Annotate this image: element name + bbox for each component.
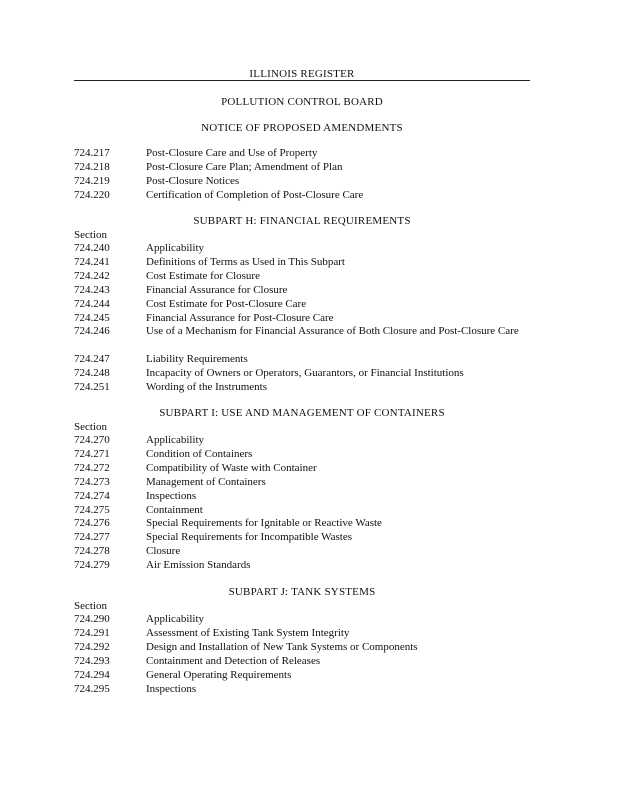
section-number: 724.218	[74, 161, 110, 173]
section-number: 724.275	[74, 504, 110, 516]
section-title: Containment	[146, 504, 203, 516]
section-number: 724.279	[74, 559, 110, 571]
subpart-i-heading: SUBPART I: USE AND MANAGEMENT OF CONTAINERS	[159, 407, 445, 419]
section-number: 724.278	[74, 545, 110, 557]
subpart-j-heading: SUBPART J: TANK SYSTEMS	[228, 586, 376, 598]
section-label: Section	[74, 600, 107, 612]
section-number: 724.240	[74, 242, 110, 254]
section-number: 724.220	[74, 189, 110, 201]
notice-title: NOTICE OF PROPOSED AMENDMENTS	[201, 122, 403, 134]
section-title: Closure	[146, 545, 181, 557]
section-number: 724.243	[74, 284, 110, 296]
section-title: Special Requirements for Incompatible Wastes	[146, 531, 353, 543]
section-title: Post-Closure Notices	[146, 175, 240, 187]
section-title: Definitions of Terms as Used in This Subpart	[146, 256, 345, 268]
section-number: 724.241	[74, 256, 110, 268]
section-number: 724.247	[74, 353, 110, 365]
section-title: Cost Estimate for Closure	[146, 270, 260, 282]
section-title: Incapacity of Owners or Operators, Guarantors, or Financial Institutions	[146, 367, 464, 379]
section-number: 724.291	[74, 627, 110, 639]
section-number: 724.276	[74, 517, 110, 529]
section-title: Inspections	[146, 683, 197, 695]
section-number: 724.246	[74, 325, 110, 337]
section-number: 724.292	[74, 641, 110, 653]
section-title: Inspections	[146, 490, 197, 502]
section-title: Applicability	[146, 613, 205, 625]
section-title: General Operating Requirements	[146, 669, 292, 681]
section-title: Applicability	[146, 434, 205, 446]
section-title: Compatibility of Waste with Container	[146, 462, 317, 474]
section-label: Section	[74, 229, 107, 241]
section-title: Cost Estimate for Post-Closure Care	[146, 298, 307, 310]
section-title: Design and Installation of New Tank Systems or Components	[146, 641, 418, 653]
register-header: ILLINOIS REGISTER	[249, 68, 355, 80]
board-name: POLLUTION CONTROL BOARD	[221, 96, 383, 108]
section-title: Post-Closure Care and Use of Property	[146, 147, 318, 159]
section-title: Containment and Detection of Releases	[146, 655, 321, 667]
section-number: 724.277	[74, 531, 110, 543]
section-number: 724.244	[74, 298, 110, 310]
section-title: Financial Assurance for Post-Closure Care	[146, 312, 334, 324]
section-number: 724.293	[74, 655, 110, 667]
section-title: Wording of the Instruments	[146, 381, 268, 393]
header-rule	[74, 80, 530, 81]
section-title: Use of a Mechanism for Financial Assurance of Both Closure and Post-Closure Care	[146, 325, 519, 337]
section-title: Management of Containers	[146, 476, 266, 488]
section-title: Applicability	[146, 242, 205, 254]
section-number: 724.248	[74, 367, 110, 379]
section-title: Condition of Containers	[146, 448, 253, 460]
section-number: 724.294	[74, 669, 110, 681]
section-number: 724.217	[74, 147, 110, 159]
section-label: Section	[74, 421, 107, 433]
section-title: Assessment of Existing Tank System Integrity	[146, 627, 350, 639]
section-number: 724.272	[74, 462, 110, 474]
section-number: 724.245	[74, 312, 110, 324]
section-number: 724.271	[74, 448, 110, 460]
section-number: 724.251	[74, 381, 110, 393]
section-title: Air Emission Standards	[146, 559, 251, 571]
section-number: 724.274	[74, 490, 110, 502]
section-number: 724.219	[74, 175, 110, 187]
section-title: Certification of Completion of Post-Closure Care	[146, 189, 364, 201]
section-number: 724.242	[74, 270, 110, 282]
section-title: Liability Requirements	[146, 353, 248, 365]
section-title: Post-Closure Care Plan; Amendment of Plan	[146, 161, 343, 173]
subpart-h-heading: SUBPART H: FINANCIAL REQUIREMENTS	[193, 215, 411, 227]
section-number: 724.273	[74, 476, 110, 488]
section-number: 724.290	[74, 613, 110, 625]
section-title: Special Requirements for Ignitable or Reactive Waste	[146, 517, 382, 529]
section-number: 724.295	[74, 683, 110, 695]
section-title: Financial Assurance for Closure	[146, 284, 288, 296]
section-number: 724.270	[74, 434, 110, 446]
